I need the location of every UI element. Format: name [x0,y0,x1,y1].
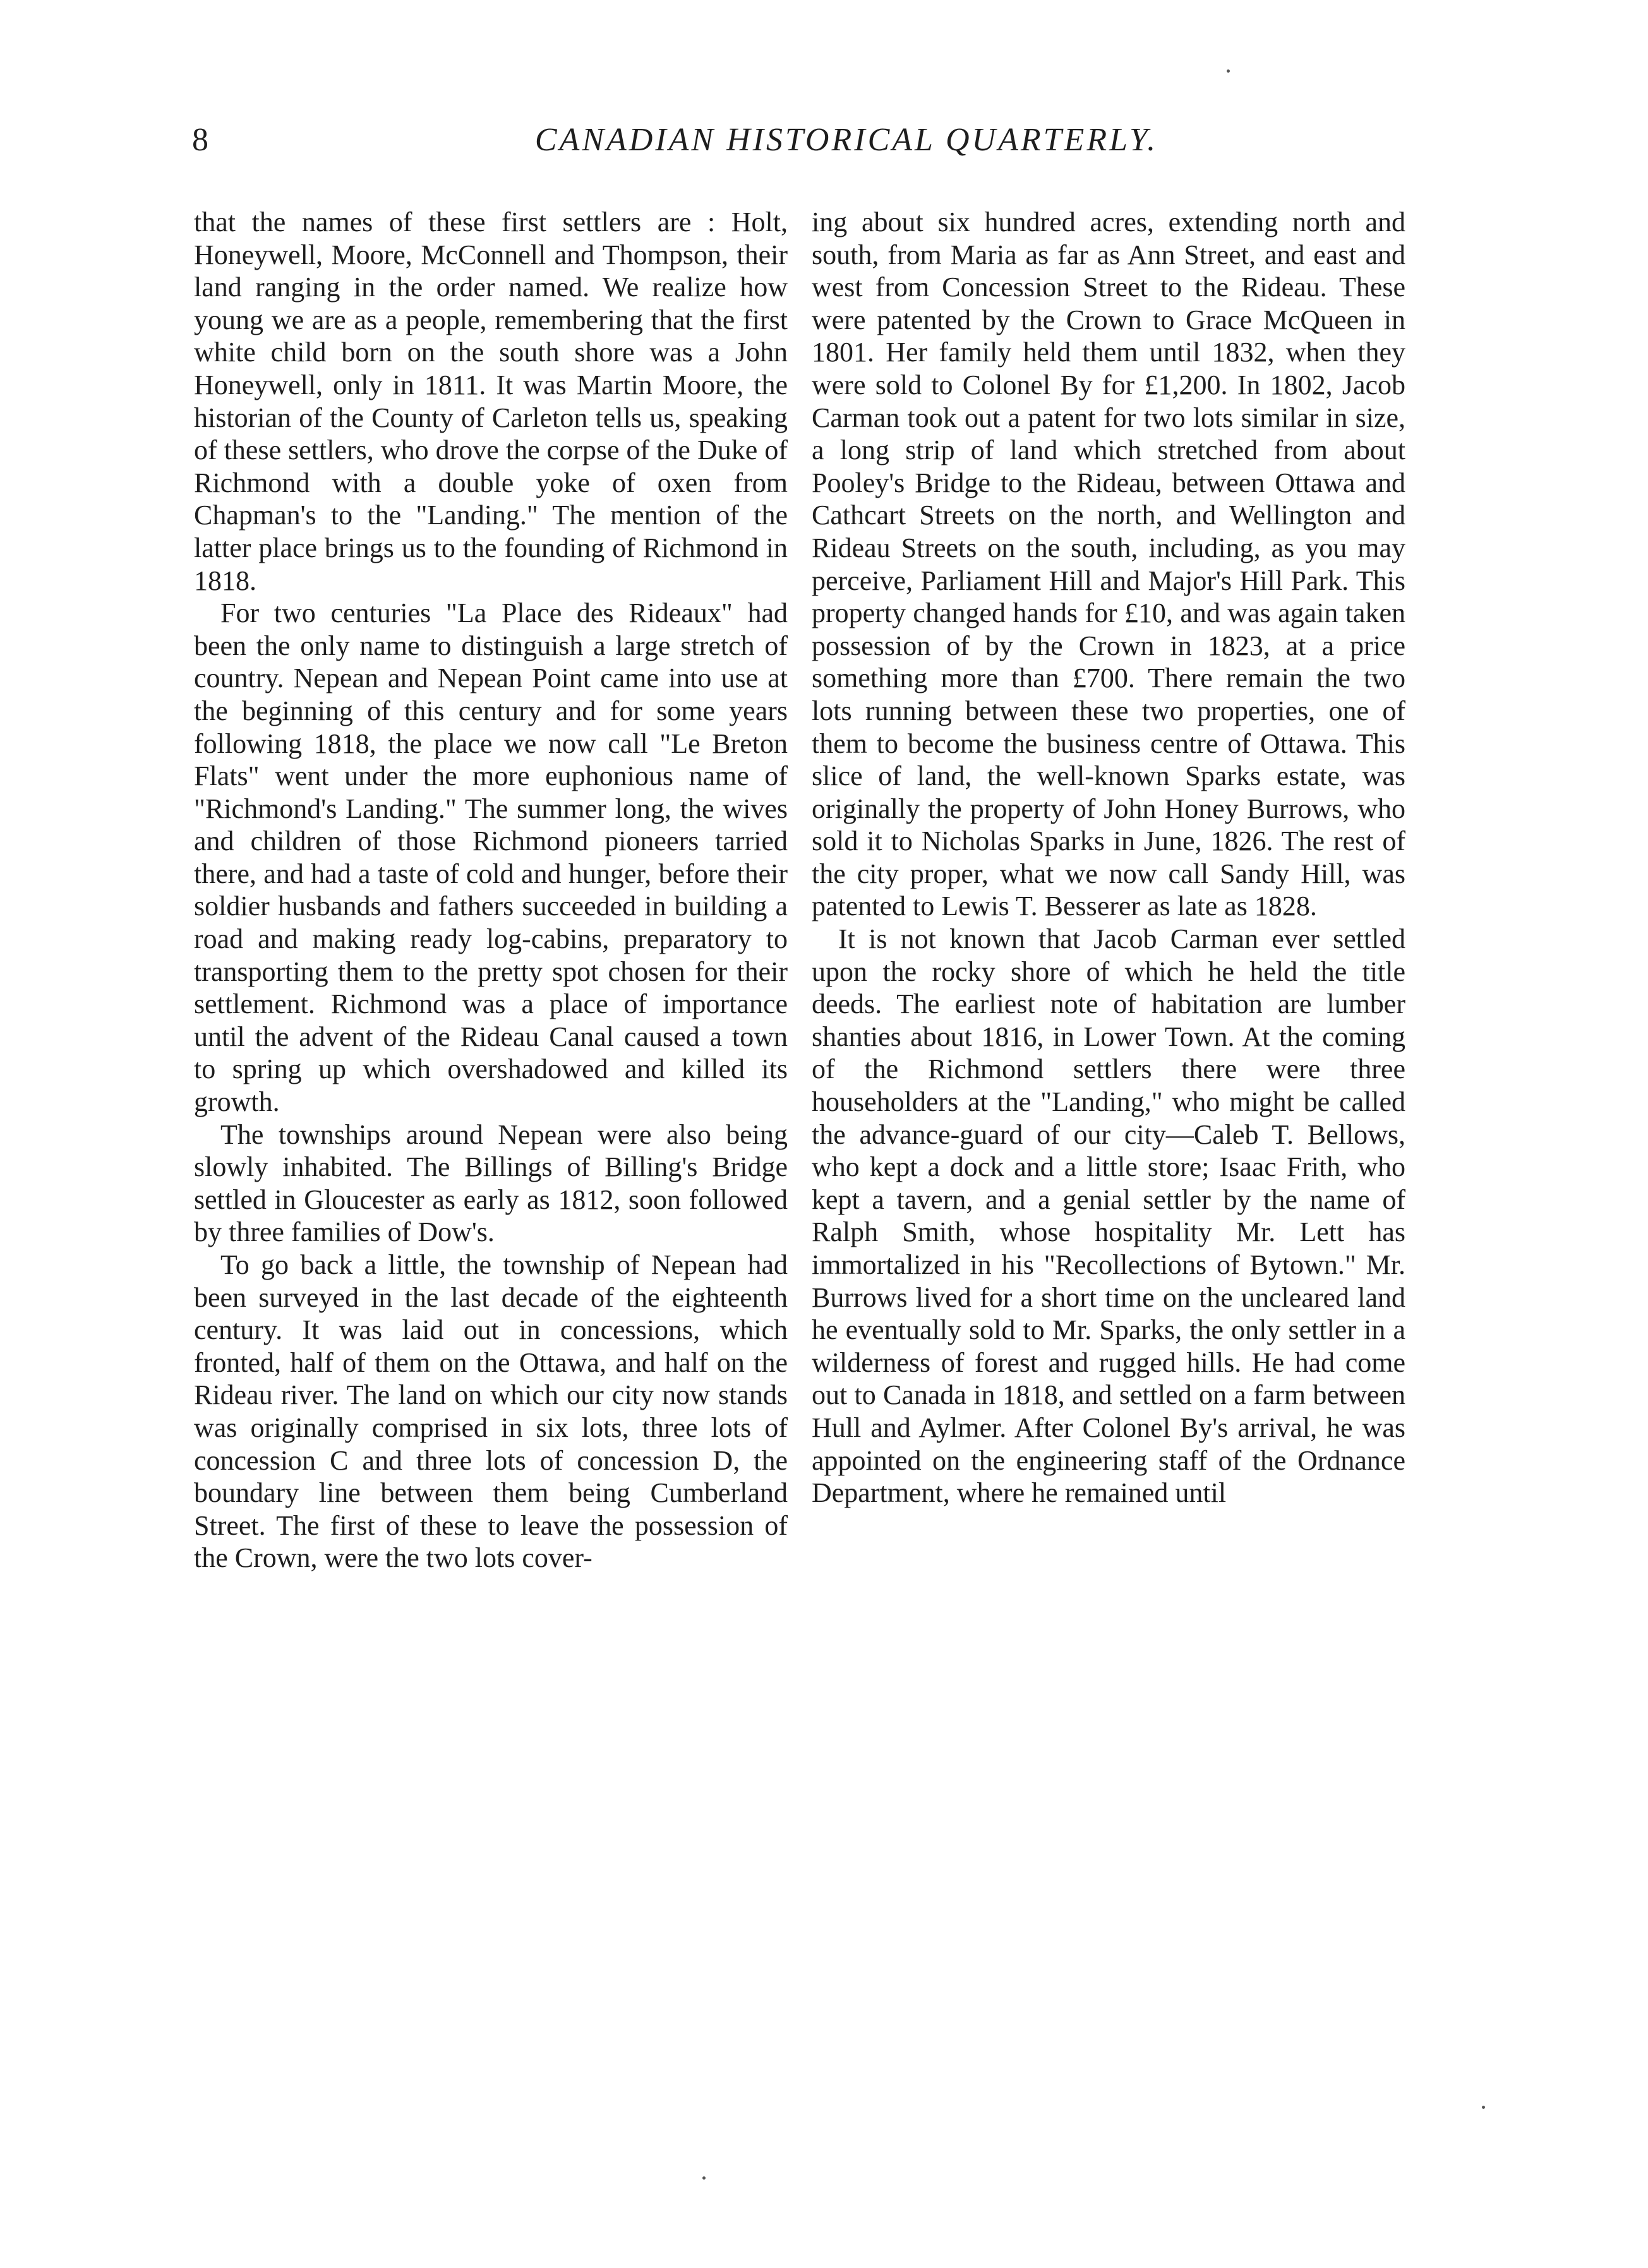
right-column [812,206,1405,1509]
right-paragraph-1: ing about six hundred acres, extending north and south, from Maria as far as Ann Street, and east and west from Concession Street to the Rideau. These were patented by the Crown to Grace McQueen in 1801. Her family held them until 1832, when they were sold to Colonel By for £1,200. In 1802, Jacob Carman took out a patent for two lots similar in size, a long strip of land which stretched from about Pooley's Bridge to the Rideau, between Ottawa and Cathcart Streets on the north, and Wellington and Rideau Streets on the south, including, as you may perceive, Parliament Hill and Major's Hill Park. This property changed hands for £10, and was again taken possession of by the Crown in 1823, at a price something more than £700. There remain the two lots running between these two properties, one of them to become the business centre of Ottawa. This slice of land, the well-known Sparks estate, was originally the property of John Honey Burrows, who sold it to Nicholas Sparks in June, 1826. The rest of the city proper, what we now call Sandy Hill, was patented to Lewis T. Besserer as late as 1828. [812,207,1405,922]
left-paragraph-4: To go back a little, the township of Nepean had been surveyed in the last decade of the eighteenth century. It was laid out in concessions, which fronted, half of them on the Ottawa, and half on the Rideau river. The land on which our city now stands was originally comprised in six lots, three lots of concession C and three lots of concession D, the boundary line between them being Cumberland Street. The first of these to leave the possession of the Crown, were the two lots cover- [194,1249,788,1574]
left-column [194,206,788,1575]
right-paragraph-2: It is not known that Jacob Carman ever settled upon the rocky shore of which he held the title deeds. The earliest note of habitation are lumber shanties about 1816, in Lower Town. At the coming of the Richmond settlers there were three householders at the "Landing," who might be called the advance-guard of our city—Caleb T. Bellows, who kept a dock and a little store; Isaac Frith, who kept a tavern, and a genial settler by the name of Ralph Smith, whose hospitality Mr. Lett has immortalized in his "Recollections of Bytown." Mr. Burrows lived for a short time on the uncleared land he eventually sold to Mr. Sparks, the only settler in a wilderness of forest and rugged hills. He had come out to Canada in 1818, and settled on a farm between Hull and Aylmer. After Colonel By's arrival, he was appointed on the engineering staff of the Ordnance Department, where he remained until [812,923,1405,1509]
left-paragraph-2: For two centuries "La Place des Rideaux" had been the only name to distinguish a large stretch of country. Nepean and Nepean Point came into use at the beginning of this century and for some years following 1818, the place we now call "Le Breton Flats" went under the more euphonious name of "Richmond's Landing." The summer long, the wives and children of those Richmond pioneers tarried there, and had a taste of cold and hunger, before their soldier husbands and fathers succeeded in building a road and making ready log-cabins, preparatory to transporting them to the pretty spot chosen for their settlement. Richmond was a place of importance until the advent of the Rideau Canal caused a town to spring up which overshadowed and killed its growth. [194,597,788,1118]
scan-speck [1482,2106,1485,2109]
left-paragraph-1: that the names of these first settlers are : Holt, Honeywell, Moore, McConnell and Thompson, their land ranging in the order named. We realize how young we are as a people, remembering that the first white child born on the south shore was a John Honeywell, only in 1811. It was Martin Moore, the historian of the County of Carleton tells us, speaking of these settlers, who drove the corpse of the Duke of Richmond with a double yoke of oxen from Chapman's to the "Landing." The mention of the latter place brings us to the founding of Richmond in 1818. [194,207,788,596]
scan-speck [702,2176,706,2180]
left-paragraph-3: The townships around Nepean were also being slowly inhabited. The Billings of Billing's Bridge settled in Gloucester as early as 1812, soon followed by three families of Dow's. [194,1119,788,1248]
scan-speck [1227,69,1230,73]
running-title: CANADIAN HISTORICAL QUARTERLY. [534,122,1158,158]
page-number: 8 [192,122,208,158]
